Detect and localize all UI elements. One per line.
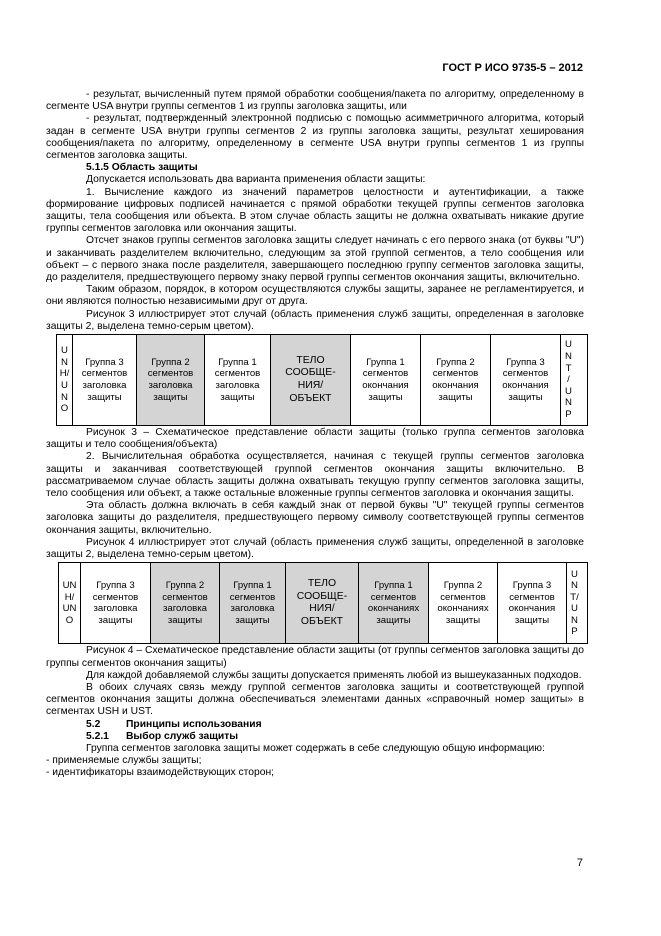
segment-group-cell: Группа 2 сегментов заголовка защиты xyxy=(151,563,220,643)
list-item: - идентификаторы взаимодействующих сторон; xyxy=(46,767,275,779)
section-heading-5-1-5: 5.1.5 Область защиты xyxy=(86,162,198,174)
section-heading-5-2 xyxy=(46,719,584,731)
segment-group-cell: Группа 2 сегментов заголовка защиты xyxy=(137,335,205,425)
figure-4-diagram xyxy=(58,562,588,644)
segment-group-cell: Группа 3 сегментов заголовка защиты xyxy=(81,563,151,643)
page-content xyxy=(46,89,584,780)
paragraph: Таким образом, порядок, в котором осуществляются службы защиты, заранее не регламентируется, и они являются полностью независимыми друг от друга. xyxy=(46,284,584,308)
page-number: 7 xyxy=(576,857,583,869)
figure-3-diagram xyxy=(56,334,588,426)
segment-group-cell: Группа 1 сегментов окончаниях защиты xyxy=(359,563,429,643)
paragraph: Отсчет знаков группы сегментов заголовка защиты следует начинать с его первого знака (от буквы "U") и заканчивать разделителем включительно, следующим за этой группой сегментов, а тело сообщения или объект – с первого знака после разделителя, завершающего последнюю группу сегментов заголовка защиты, до разделителя, предшествующего первому знаку первой группы сегментов окончания защиты, включительно. xyxy=(46,235,584,284)
section-title: Выбор служб защиты xyxy=(126,730,239,742)
segment-group-cell: Группа 1 сегментов окончания защиты xyxy=(351,335,421,425)
segment-group-cell: Группа 3 сегментов заголовка защиты xyxy=(73,335,137,425)
list-item: - применяемые службы защиты; xyxy=(46,755,202,767)
header-marker-cell: U N H/ U N O xyxy=(57,335,73,425)
figure-4-caption: Рисунок 4 – Схематическое представление области защиты (от группы сегментов заголовка защиты до группы сегментов окончания защиты) xyxy=(46,645,584,669)
trailer-marker-cell: U N T / U N P xyxy=(565,339,572,421)
paragraph: 2. Вычислительная обработка осуществляется, начиная с текущей группы сегментов заголовка защиты и заканчивая соответствующей группой сегментов окончания защиты включительно. В рассматриваемом случае область защиты должна охватывать текущую группу сегментов заголовка защиты, тело сообщения или объект, а также остальные вложенные группы сегментов заголовка и окончания защиты. xyxy=(46,451,584,500)
section-heading-5-2-1 xyxy=(46,731,584,743)
paragraph: Эта область должна включать в себя каждый знак от первой буквы "U" текущей группы сегментов заголовка защиты до разделителя, предшествующего первому символу соответствующей группы сегментов окончания защиты, включительно. xyxy=(46,500,584,536)
section-number: 5.2.1 xyxy=(86,730,109,742)
paragraph: Группа сегментов заголовка защиты может содержать в себе следующую общую информацию: xyxy=(86,742,545,754)
paragraph: Допускается использовать два варианта применения области защиты: xyxy=(86,174,426,186)
segment-group-cell: Группа 1 сегментов заголовка защиты xyxy=(205,335,271,425)
section-number: 5.2 xyxy=(86,718,101,730)
header-marker-cell: UN H/ UN O xyxy=(59,563,81,643)
message-body-cell: ТЕЛО СООБЩЕ- НИЯ/ ОБЪЕКТ xyxy=(286,563,359,643)
paragraph: 1. Вычисление каждого из значений параметров целостности и аутентификации, а также формирование цифровых подписей начинается с прямой обработки текущей группы сегментов заголовка защиты, тела сообщения или объекта. В этом случае область защиты не должна охватывать никакие другие группы сегментов заголовка или окончания защиты. xyxy=(46,186,584,235)
paragraph: Для каждой добавляемой службы защиты допускается применять любой из вышеуказанных подходов. xyxy=(86,669,582,681)
message-body-cell: ТЕЛО СООБЩЕ- НИЯ/ ОБЪЕКТ xyxy=(271,335,351,425)
segment-group-cell: Группа 1 сегментов заголовка защиты xyxy=(220,563,286,643)
figure-3-caption: Рисунок 3 – Схематическое представление области защиты (только группа сегментов заголовка защиты и тело сообщения/объекта) xyxy=(46,427,584,451)
trailer-marker-cell: U N T/ U N P xyxy=(570,568,579,638)
segment-group-cell: Группа 3 сегментов окончания защиты xyxy=(491,335,561,425)
segment-group-cell: Группа 2 сегментов окончаниях защиты xyxy=(429,563,498,643)
section-title: Принципы использования xyxy=(126,718,262,730)
paragraph: В обоих случаях связь между группой сегментов заголовка защиты и соответствующей группой сегментов окончания защиты должна обеспечиваться элементами данных «справочный номер защиты» в сегментах USH и UST. xyxy=(46,681,584,718)
document-header: ГОСТ Р ИСО 9735-5 – 2012 xyxy=(442,62,583,74)
paragraph: - результат, вычисленный путем прямой обработки сообщения/пакета по алгоритму, определенному в сегменте USA внутри группы сегментов 1 из группы заголовка защиты, или xyxy=(46,89,584,113)
segment-group-cell: Группа 3 сегментов окончания защиты xyxy=(498,563,567,643)
paragraph: Рисунок 3 иллюстрирует этот случай (область применения служб защиты, определенная в заголовке защиты 2, выделена темно-серым цветом). xyxy=(46,308,584,332)
segment-group-cell: Группа 2 сегментов окончания защиты xyxy=(421,335,491,425)
paragraph: - результат, подтвержденный электронной подписью с помощью асимметричного алгоритма, который задан в сегменте USA внутри группы сегментов 2 из группы заголовка защиты, результат хеширования сообщения/пакета по алгоритму, определенному в сегменте USA внутри группы сегментов 1 из группы сегментов заголовка защиты. xyxy=(46,113,584,162)
paragraph: Рисунок 4 иллюстрирует этот случай (область применения служб защиты, определенной в заголовке защиты 2, выделена темно-серым цветом). xyxy=(46,536,584,561)
